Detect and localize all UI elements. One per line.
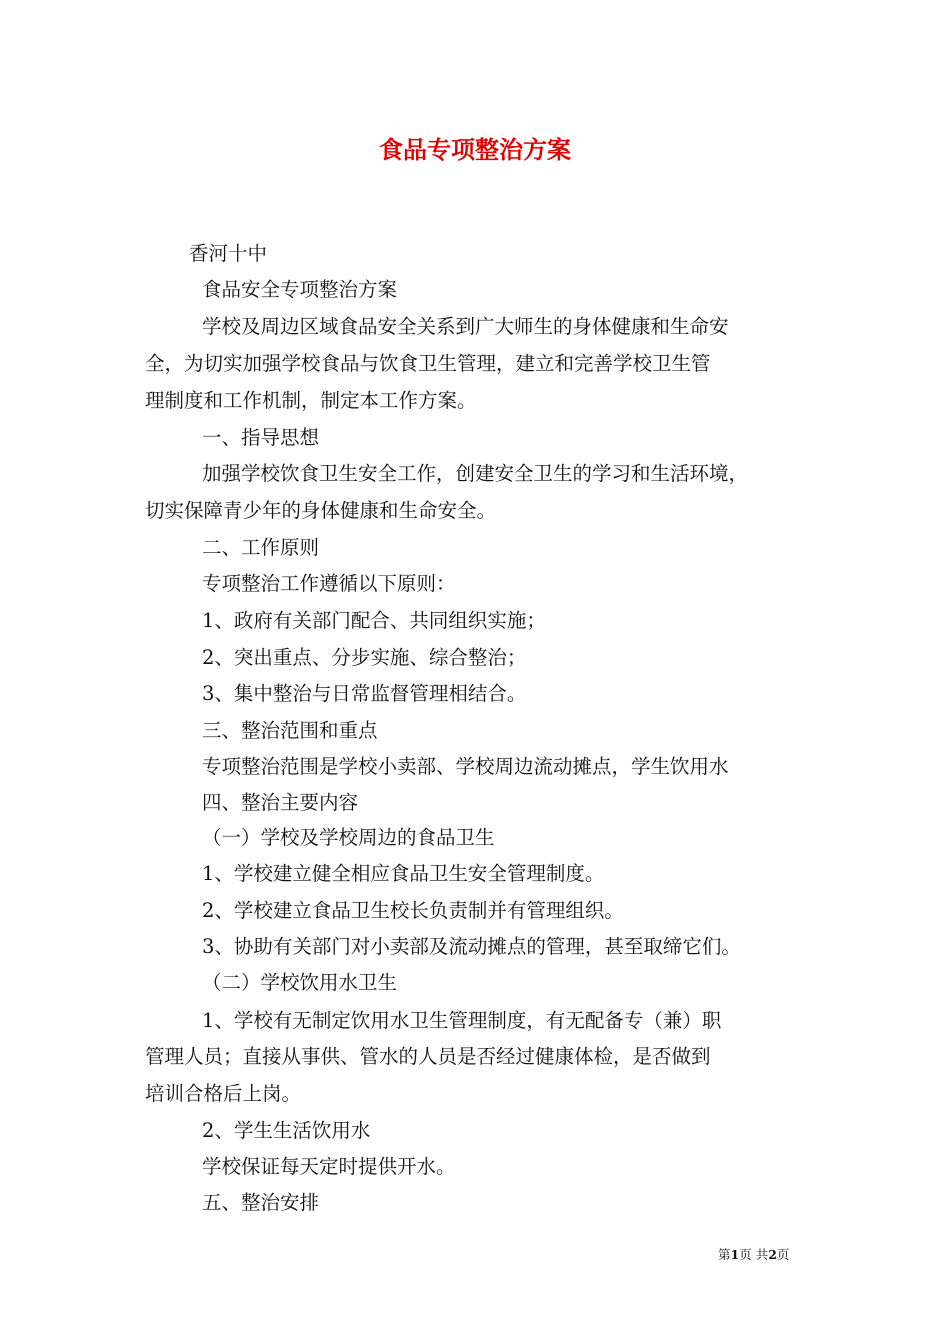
page-label-prefix: 第 — [718, 1247, 731, 1262]
total-pages: 2 — [768, 1247, 777, 1262]
text-line: 学校保证每天定时提供开水。 — [202, 1155, 456, 1178]
text-line: 食品安全专项整治方案 — [202, 278, 398, 301]
list-item: 2、突出重点、分步实施、综合整治； — [202, 646, 527, 669]
page-label-middle: 页 共 — [739, 1247, 769, 1262]
section-heading: 一、指导思想 — [202, 426, 320, 449]
current-page: 1 — [730, 1247, 740, 1262]
list-item: 2、学生生活饮用水 — [202, 1119, 371, 1142]
text-line: 专项整治工作遵循以下原则： — [202, 572, 456, 595]
list-item: 1、政府有关部门配合、共同组织实施； — [202, 609, 546, 632]
list-item: 1、学校有无制定饮用水卫生管理制度，有无配备专（兼）职 — [202, 1009, 722, 1032]
list-item: 3、协助有关部门对小卖部及流动摊点的管理，甚至取缔它们。 — [202, 935, 741, 958]
text-line: 管理人员；直接从事供、管水的人员是否经过健康体检，是否做到 — [145, 1045, 711, 1068]
subsection-heading: （一）学校及学校周边的食品卫生 — [202, 826, 495, 849]
list-item: 2、学校建立食品卫生校长负责制并有管理组织。 — [202, 899, 624, 922]
text-line: 专项整治范围是学校小卖部、学校周边流动摊点，学生饮用水 — [202, 755, 729, 778]
list-item: 1、学校建立健全相应食品卫生安全管理制度。 — [202, 862, 605, 885]
text-line: 全，为切实加强学校食品与饮食卫生管理，建立和完善学校卫生管 — [145, 352, 711, 375]
section-heading: 五、整治安排 — [202, 1191, 320, 1214]
list-item: 3、集中整治与日常监督管理相结合。 — [202, 682, 527, 705]
text-line: 切实保障青少年的身体健康和生命安全。 — [145, 499, 497, 522]
text-line: 培训合格后上岗。 — [145, 1082, 302, 1105]
text-line: 理制度和工作机制，制定本工作方案。 — [145, 389, 477, 412]
section-heading: 二、工作原则 — [202, 536, 320, 559]
text-line: 加强学校饮食卫生安全工作，创建安全卫生的学习和生活环境， — [202, 462, 749, 485]
page-label-suffix: 页 — [776, 1247, 790, 1262]
text-line: 香河十中 — [189, 242, 268, 265]
section-heading: 四、整治主要内容 — [202, 791, 359, 814]
text-line: 学校及周边区域食品安全关系到广大师生的身体健康和生命安 — [202, 315, 729, 338]
subsection-heading: （二）学校饮用水卫生 — [202, 971, 398, 994]
document-title: 食品专项整治方案 — [379, 135, 571, 164]
section-heading: 三、整治范围和重点 — [202, 719, 378, 742]
page-number — [718, 1246, 789, 1264]
